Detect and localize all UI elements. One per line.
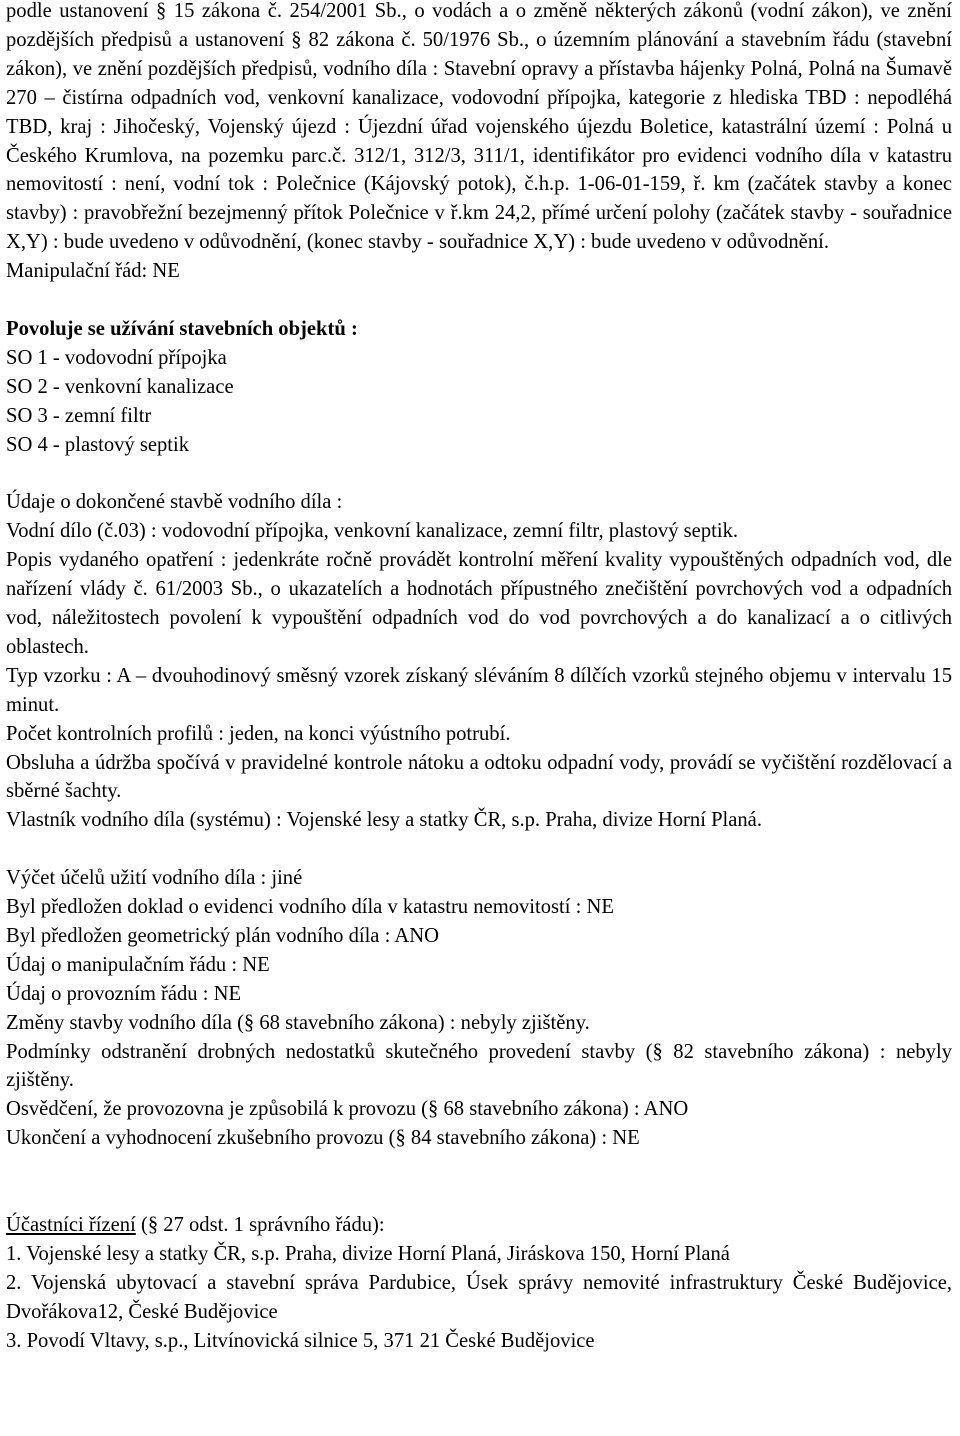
object-item: SO 3 - zemní filtr	[6, 404, 152, 427]
participant-item: 2. Vojenská ubytovací a stavební správa Pardubice, Úsek správy nemovité infrastruktury České Budějovice, Dvořákova12, České Budějovice	[6, 1271, 952, 1323]
spacer	[6, 835, 952, 864]
participant-item: 1. Vojenské lesy a statky ČR, s.p. Praha, divize Horní Planá, Jiráskova 150, Horní Planá	[6, 1242, 730, 1265]
intro-paragraph: podle ustanovení § 15 zákona č. 254/2001 Sb., o vodách a o změně některých zákonů (vodní zákon), ve znění pozdějších předpisů a ustanovení § 82 zákona č. 50/1976 Sb., o územním plánování a stavebním řádu (stavební zákon), ve znění pozdějších předpisů, vodního díla : Stavební opravy a přístavba hájenky Polná, Polná na Šumavě 270 – čistírna odpadních vod, venkovní kanalizace, vodovodní přípojka, kategorie z hlediska TBD : nepodléhá TBD, kraj : Jihočeský, Vojenský újezd : Újezdní úřad vojenského újezdu Boletice, katastrální území : Polná u Českého Krumlova, na pozemku parc.č. 312/1, 312/3, 311/1, identifikátor pro evidenci vodního díla v katastru nemovitostí : není, vodní tok : Polečnice (Kájovský potok), č.h.p. 1-06-01-159, ř. km (začátek stavby a konec stavby) : pravobřežní bezejmenný přítok Polečnice v ř.km 24,2, přímé určení polohy (začátek stavby - souřadnice X,Y) : bude uvedeno v odůvodnění, (konec stavby - souřadnice X,Y) : bude uvedeno v odůvodnění.	[6, 0, 952, 254]
participants-heading-reference: (§ 27 odst. 1 správního řádu):	[135, 1213, 385, 1236]
usage-line: Byl předložen doklad o evidenci vodního díla v katastru nemovitostí : NE	[6, 896, 614, 919]
usage-line: Změny stavby vodního díla (§ 68 stavebního zákona) : nebyly zjištěny.	[6, 1011, 590, 1034]
document-page	[6, 0, 952, 1356]
completion-maintenance: Obsluha a údržba spočívá v pravidelné kontrole nátoku a odtoku odpadní vody, provádí se vyčištění rozdělovací a sběrné šachty.	[6, 751, 952, 803]
usage-line: Výčet účelů užití vodního díla : jiné	[6, 867, 303, 890]
spacer	[6, 459, 952, 488]
manipulation-order-line: Manipulační řád: NE	[6, 260, 180, 283]
usage-line: Podmínky odstranění drobných nedostatků skutečného provedení stavby (§ 82 stavebního zákona) : nebyly zjištěny.	[6, 1040, 952, 1092]
completion-profiles: Počet kontrolních profilů : jeden, na konci výústního potrubí.	[6, 722, 511, 745]
participants-heading	[6, 1211, 952, 1240]
completion-owner: Vlastník vodního díla (systému) : Vojenské lesy a statky ČR, s.p. Praha, divize Horní Planá.	[6, 809, 762, 832]
usage-line: Osvědčení, že provozovna je způsobilá k provozu (§ 68 stavebního zákona) : ANO	[6, 1098, 689, 1121]
spacer	[6, 286, 952, 315]
completion-heading: Údaje o dokončené stavbě vodního díla :	[6, 491, 343, 514]
usage-line: Údaj o provozním řádu : NE	[6, 982, 242, 1005]
completion-sample-type: Typ vzorku : A – dvouhodinový směsný vzorek získaný sléváním 8 dílčích vzorků stejného objemu v intervalu 15 minut.	[6, 664, 952, 716]
object-item: SO 4 - plastový septik	[6, 433, 190, 456]
object-item: SO 2 - venkovní kanalizace	[6, 375, 234, 398]
usage-line: Údaj o manipulačním řádu : NE	[6, 953, 270, 976]
spacer	[6, 1182, 952, 1211]
objects-heading: Povoluje se užívání stavebních objektů :	[6, 317, 358, 340]
participants-heading-label: Účastníci řízení	[6, 1213, 136, 1236]
usage-line: Byl předložen geometrický plán vodního díla : ANO	[6, 924, 439, 947]
object-item: SO 1 - vodovodní přípojka	[6, 346, 227, 369]
spacer	[6, 1153, 952, 1182]
completion-measure: Popis vydaného opatření : jedenkráte ročně provádět kontrolní měření kvality vypouštěných odpadních vod, dle nařízení vlády č. 61/2003 Sb., o ukazatelích a hodnotách přípustného znečištění povrchových vod a odpadních vod, náležitostech povolení k vypouštění odpadních vod do vod povrchových a do kanalizací a o citlivých oblastech.	[6, 549, 952, 658]
usage-line: Ukončení a vyhodnocení zkušebního provozu (§ 84 stavebního zákona) : NE	[6, 1127, 640, 1150]
participant-item: 3. Povodí Vltavy, s.p., Litvínovická silnice 5, 371 21 České Budějovice	[6, 1329, 595, 1352]
completion-work: Vodní dílo (č.03) : vodovodní přípojka, venkovní kanalizace, zemní filtr, plastový septik.	[6, 520, 739, 543]
